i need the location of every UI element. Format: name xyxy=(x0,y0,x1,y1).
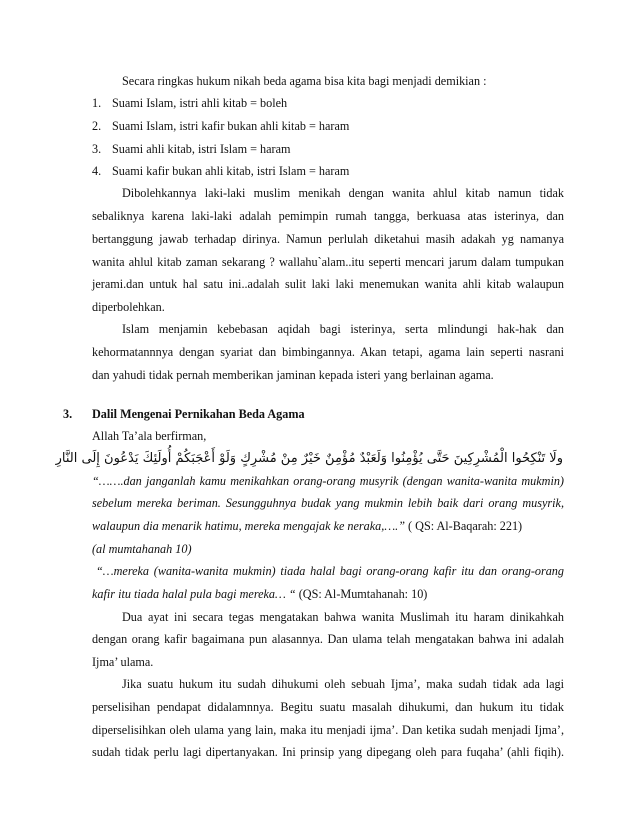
paragraph-line: Islam menjamin kebebasan aqidah bagi isterinya, serta mlindungi hak-hak dan xyxy=(122,322,564,336)
quote-text: kafir itu tiada halal pula bagi mereka… “ xyxy=(92,587,299,601)
list-item: Suami kafir bukan ahli kitab, istri Islam = haram xyxy=(112,164,350,178)
quote-reference: (QS: Al-Mumtahanah: 10) xyxy=(298,587,428,601)
section-title: Dalil Mengenai Pernikahan Beda Agama xyxy=(92,407,305,421)
list-item: Suami Islam, istri ahli kitab = boleh xyxy=(112,96,288,110)
quote-text: walaupun dia menarik hatimu, mereka mengajak ke neraka,….” xyxy=(92,519,409,533)
paragraph-line: sudah tidak perlu lagi dipertanyakan. Ini prinsip yang dipegang oleh para fuqaha’ (ahli fiqih). xyxy=(92,745,564,759)
quote-line xyxy=(92,587,564,602)
paragraph-line: Jika suatu hukum itu sudah dihukumi oleh sebuah Ijma’, maka sudah tidak ada lagi xyxy=(122,677,564,691)
list-item: Suami ahli kitab, istri Islam = haram xyxy=(112,142,291,156)
quote-reference: ( QS: Al-Baqarah: 221) xyxy=(408,519,523,533)
quote-line: (al mumtahanah 10) xyxy=(92,542,192,556)
list-number: 3. xyxy=(92,142,102,156)
quote-line: sebelum mereka beriman. Sesungguhnya budak yang mukmin lebih baik dari orang musyrik, xyxy=(92,496,564,510)
list-number: 1. xyxy=(92,96,102,110)
paragraph-line: perselisihan pendapat didalamnnya. Begitu suatu masalah dihukumi, dan hukum itu tidak xyxy=(92,700,564,714)
paragraph-line: bertanggung jawab terhadap dirinya. Namun perlulah diketahui masih adakah yg namanya xyxy=(92,232,564,246)
arabic-verse: ولَا تَنْكِحُوا الْمُشْرِكِينَ حَتَّى يُؤْمِنُوا وَلَعَبْدٌ مُؤْمِنٌ خَيْرٌ مِنْ مُشْرِكٍ وَلَوْ أَعْجَبَكُمْ أُولَئِكَ يَدْعُونَ إِلَى النَّارِ xyxy=(55,451,563,466)
paragraph-line: Ijma’ ulama. xyxy=(92,655,154,669)
paragraph-line: dan yahudi tidak pernah memberikan jaminan kepada isteri yang berlainan agama. xyxy=(92,368,494,382)
list-number: 4. xyxy=(92,164,102,178)
quote-line: “…mereka (wanita-wanita mukmin) tiada halal bagi orang-orang kafir itu dan orang-orang xyxy=(96,564,564,578)
list-number: 2. xyxy=(92,119,102,133)
quote-line xyxy=(92,519,564,534)
section-number: 3. xyxy=(63,407,73,421)
paragraph-line: diperbolehkan. xyxy=(92,300,165,314)
paragraph-line: kehormatannnya dengan syariat dan bimbingannya. Akan tetapi, agama lain seperti nasrani xyxy=(92,345,564,359)
paragraph-line: dengan orang kafir bagaimana pun alasannya. Dan ulama telah mengatakan bahwa ini adalah xyxy=(92,632,564,646)
intro-line: Secara ringkas hukum nikah beda agama bisa kita bagi menjadi demikian : xyxy=(122,74,487,88)
paragraph-line: Dua ayat ini secara tegas mengatakan bahwa wanita Muslimah itu haram dinikahkah xyxy=(122,610,564,624)
allah-line: Allah Ta’ala berfirman, xyxy=(92,429,207,443)
paragraph-line: sebaliknya karena laki-laki adalah pemimpin rumah tangga, berkuasa atas isterinya, dan xyxy=(92,209,564,223)
paragraph-line: jerami.dan untuk hal satu ini..adalah sulit laki laki menemukan wanita ahli kitab walaupun xyxy=(92,277,564,291)
paragraph-line: wanita ahlul kitab zaman sekarang ? wallahu`alam..itu seperti mencari jarum dalam tumpukan xyxy=(92,255,564,269)
paragraph-line: diperselisihkan oleh ulama yang lain, maka itu menjadi ijma’. Dan ketika sudah menjadi Ijma’, xyxy=(92,723,564,737)
paragraph-line: Dibolehkannya laki-laki muslim menikah dengan wanita ahlul kitab namun tidak xyxy=(122,186,564,200)
list-item: Suami Islam, istri kafir bukan ahli kitab = haram xyxy=(112,119,350,133)
quote-line: “…….dan janganlah kamu menikahkan orang-orang musyrik (dengan wanita-wanita mukmin) xyxy=(92,474,564,488)
